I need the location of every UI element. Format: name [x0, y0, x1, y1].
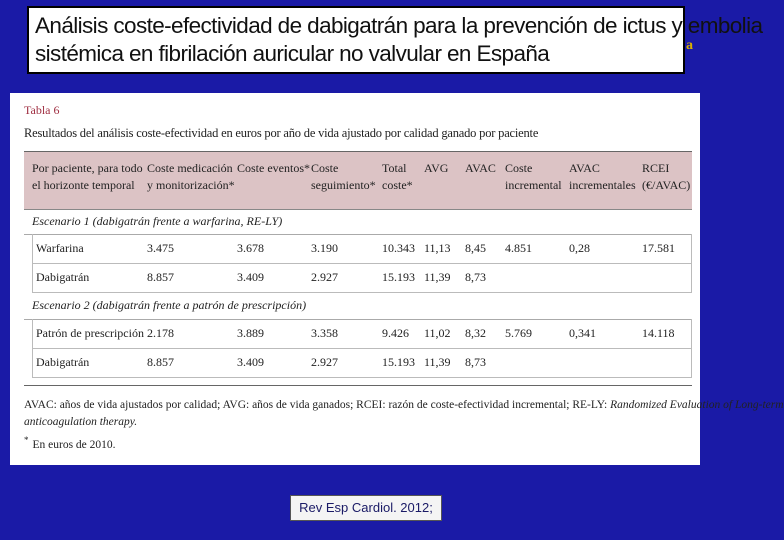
table-cell: 0,341 [569, 326, 596, 340]
table-cell: 14.118 [642, 326, 675, 340]
table-rule [24, 209, 692, 210]
table-cell: 0,28 [569, 241, 590, 255]
scenario-1-label: Escenario 1 (dabigatrán frente a warfarina, RE-LY) [32, 214, 283, 228]
row-border-right [691, 234, 692, 292]
header-followup-cost: Coste seguimiento* [311, 161, 376, 192]
header-patient: Por paciente, para todo el horizonte temporal [32, 161, 143, 192]
row-divider [32, 377, 692, 378]
row-border-left [32, 234, 33, 292]
table-caption: Resultados del análisis coste-efectividad en euros por año de vida ajustado por calidad ganado por paciente [24, 126, 539, 140]
header-total-cost: Total coste* [382, 161, 413, 192]
slide-title-line-2: sistémica en fibrilación auricular no valvular en España [35, 41, 550, 66]
header-incr-avac: AVAC incrementales [569, 161, 636, 192]
footnote-line-2: anticoagulation therapy. [24, 416, 138, 428]
table-cell: 15.193 [382, 355, 415, 369]
header-incr-cost: Coste incremental [505, 161, 562, 192]
table-cell: 10.343 [382, 241, 415, 255]
table-cell: 8.857 [147, 355, 174, 369]
slide-title-line-1: Análisis coste-efectividad de dabigatrán para la prevención de ictus y embolia [35, 13, 763, 38]
table-cell: 3.409 [237, 355, 264, 369]
table-rule [24, 319, 692, 320]
header-med-cost: Coste medicación y monitorización* [147, 161, 235, 192]
table-cell: 11,39 [424, 270, 451, 284]
table-number: Tabla 6 [24, 103, 60, 117]
scenario-2-label: Escenario 2 (dabigatrán frente a patrón de prescripción) [32, 298, 307, 312]
stray-mark: a [686, 38, 693, 53]
row-divider [32, 348, 692, 349]
table-cell: 8,32 [465, 326, 486, 340]
slide-title-box [27, 6, 763, 74]
header-event-cost: Coste eventos* [237, 161, 310, 175]
table-cell: 3.358 [311, 326, 338, 340]
header-avg: AVG [424, 161, 449, 175]
row-border-right [691, 319, 692, 377]
row-label: Patrón de prescripción [36, 326, 144, 340]
row-border-left [32, 319, 33, 377]
table-cell: 15.193 [382, 270, 415, 284]
table-cell: 9.426 [382, 326, 409, 340]
table-cell: 3.190 [311, 241, 338, 255]
row-label: Warfarina [36, 241, 84, 255]
header-rcei: RCEI (€/AVAC) [642, 161, 691, 192]
table-cell: 3.475 [147, 241, 174, 255]
row-label: Dabigatrán [36, 270, 90, 284]
table-cell: 3.678 [237, 241, 264, 255]
table-cell: 8.857 [147, 270, 174, 284]
header-avac: AVAC [465, 161, 496, 175]
table-cell: 11,39 [424, 355, 451, 369]
table-cell: 8,45 [465, 241, 486, 255]
table-cell: 3.409 [237, 270, 264, 284]
table-cell: 2.927 [311, 355, 338, 369]
results-table [24, 151, 692, 386]
table-cell: 11,02 [424, 326, 451, 340]
table-panel [10, 93, 784, 465]
table-cell: 8,73 [465, 355, 486, 369]
table-cell: 5.769 [505, 326, 532, 340]
footnote-line-3: * En euros de 2010. [24, 435, 116, 451]
table-cell: 2.927 [311, 270, 338, 284]
table-cell: 2.178 [147, 326, 174, 340]
reference-citation: Rev Esp Cardiol. 2012; [290, 495, 442, 521]
footnote-line-1: AVAC: años de vida ajustados por calidad; AVG: años de vida ganados; RCEI: razón de coste-efectividad incremental; RE-LY: Randomized Evaluation of Long-term [24, 399, 784, 411]
row-label: Dabigatrán [36, 355, 90, 369]
table-cell: 11,13 [424, 241, 451, 255]
table-cell: 4.851 [505, 241, 532, 255]
table-cell: 17.581 [642, 241, 675, 255]
table-rule [24, 234, 692, 235]
row-divider [32, 292, 692, 293]
table-cell: 3.889 [237, 326, 264, 340]
table-cell: 8,73 [465, 270, 486, 284]
row-divider [32, 263, 692, 264]
